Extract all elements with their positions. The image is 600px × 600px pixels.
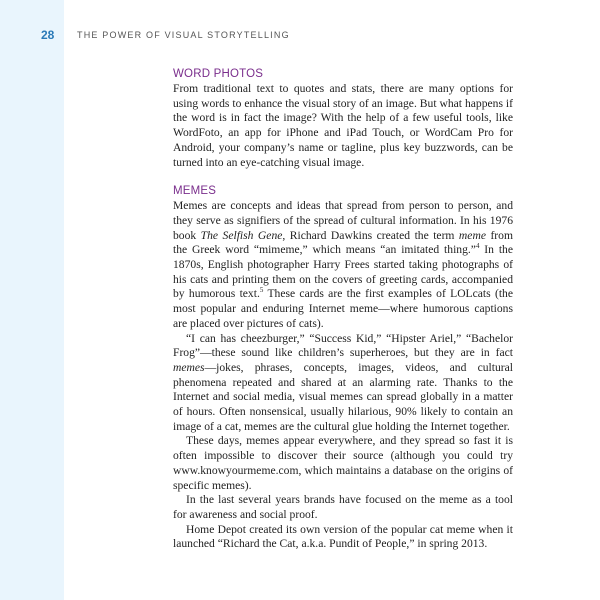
paragraph-memes-1: Memes are concepts and ideas that spread from person to person, and they serve as signifiers of the spread of cultural information. In his 1976 book The Selfish Gene, Richard Dawkins created the term meme from the Greek word “mimeme,” which means “an imitated thing.”$^4$ In the 1870s, English photographer Harry Frees started taking photographs of his cats and printing them on the covers of greeting cards, accompanied by humorous text.$^5$ These cards are the first examples of LOLcats (the most popular and enduring Internet meme—where humorous captions are placed over pictures of cats). [173,199,513,330]
section-heading-memes: MEMES [173,185,217,198]
section-heading-word-photos: WORD PHOTOS [173,68,264,80]
footnote-ref-4: 4 [475,242,480,251]
paragraph-memes-5: Home Depot created its own version of the popular cat meme when it launched “Richard the Cat, a.k.a. Pundit of People,” in spring 2013. [173,522,513,551]
body-text [173,68,513,552]
running-head: THE POWER OF VISUAL STORYTELLING [77,30,290,40]
page-margin-band [0,0,64,600]
footnote-ref-5: 5 [259,286,264,295]
paragraph-memes-4: In the last several years brands have focused on the meme as a tool for awareness and social proof. [173,493,513,521]
page-number: 28 [41,28,55,42]
paragraph-memes-2: “I can has cheezburger,” “Success Kid,” “Hipster Ariel,” “Bachelor Frog”—these sound like children’s superheroes, but they are in fact memes—jokes, phrases, concepts, images, videos, and cultural phenomena repeated and shared at an alarming rate. Thanks to the Internet and social media, visual memes can spread globally in a matter of hours. Often nonsensical, usually hilarious, 90% likely to contain an image of a cat, memes are the cultural glue holding the Internet together. [173,331,513,433]
book-title: The Selfish Gene [200,228,283,242]
paragraph-word-photos: From traditional text to quotes and stats, there are many options for using words to enhance the visual story of an image. But what happens if the word is in fact the image? With the help of a few useful tools, like WordFoto, an app for iPhone and iPad Touch, or WordCam Pro for Android, your company’s name or tagline, plus key buzzwords, can be turned into an eye-catching visual image. [173,82,513,169]
paragraph-memes-3: These days, memes appear everywhere, and they spread so fast it is often impossible to discover their source (although you could try www.knowyourmeme.com, which maintains a database on the origins of specific memes). [173,434,513,492]
